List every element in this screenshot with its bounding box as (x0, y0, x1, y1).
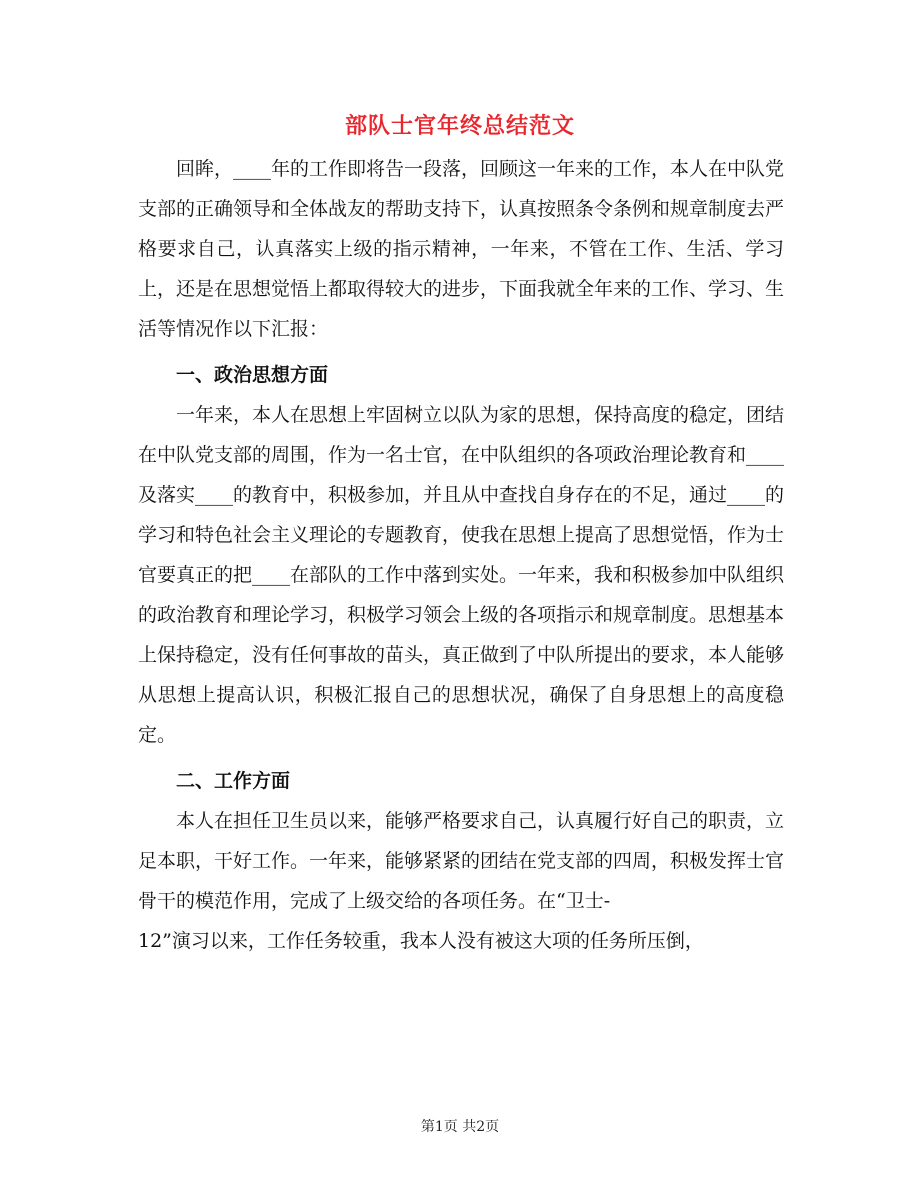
section-heading-work: 二、工作方面 (176, 770, 291, 792)
page-number-footer: 第1页 共2页 (420, 1119, 500, 1135)
section-paragraph-political: 一年来，本人在思想上牢固树立以队为家的思想，保持高度的稳定，团结在中队党支部的周围，作为一名士官，在中队组织的各项政治理论教育和____及落实____的教育中，积极参加，并且从中查找自身存在的不足，通过____的学习和特色社会主义理论的专题教育，使我在思想上提高了思想觉悟，作为士官要真正的把____在部队的工作中落到实处。一年来，我和积极参加中队组织的政治教育和理论学习，积极学习领会上级的各项指示和规章制度。思想基本上保持稳定，没有任何事故的苗头，真正做到了中队所提出的要求，本人能够从思想上提高认识，积极汇报自己的思想状况，确保了自身思想上的高度稳定。 (138, 404, 785, 746)
intro-paragraph: 回眸，____年的工作即将告一段落，回顾这一年来的工作，本人在中队党支部的正确领导和全体战友的帮助支持下，认真按照条令条例和规章制度去严格要求自己，认真落实上级的指示精神，一年来，不管在工作、生活、学习上，还是在思想觉悟上都取得较大的进步，下面我就全年来的工作、学习、生活等情况作以下汇报： (138, 158, 785, 340)
section-paragraph-work: 本人在担任卫生员以来，能够严格要求自己，认真履行好自己的职责，立足本职，干好工作。一年来，能够紧紧的团结在党支部的四周，积极发挥士官骨干的模范作用，完成了上级交给的各项任务。在“卫士- (138, 810, 785, 912)
section-heading-political: 一、政治思想方面 (176, 364, 329, 386)
document-body (138, 149, 784, 961)
section-paragraph-work-continuation: 12”演习以来，工作任务较重，我本人没有被这大项的任务所压倒， (138, 930, 704, 952)
document-title: 部队士官年终总结范文 (344, 113, 575, 139)
